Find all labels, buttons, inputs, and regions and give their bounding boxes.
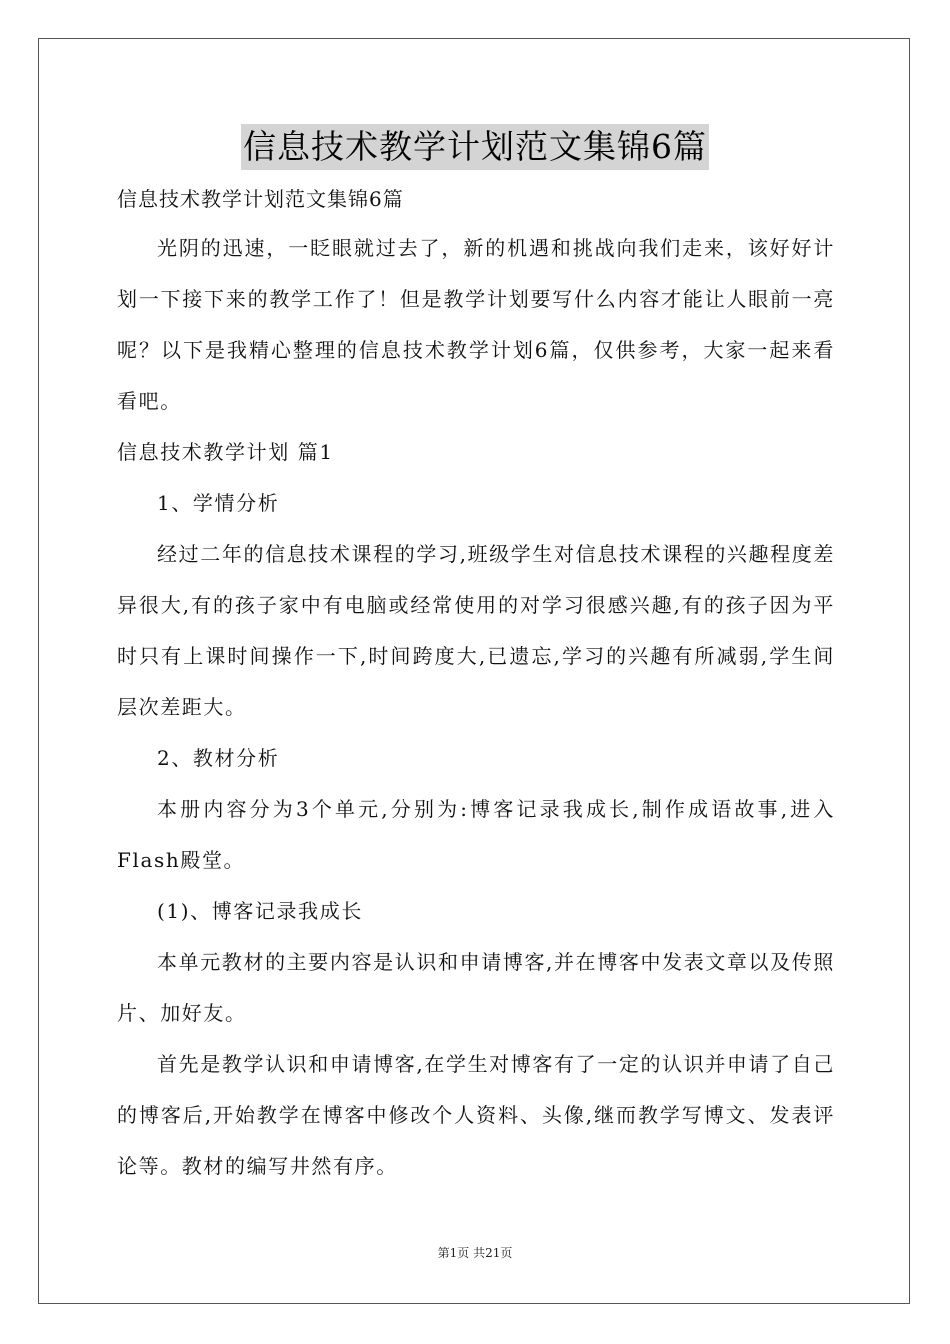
section-heading: 信息技术教学计划 篇1 xyxy=(117,440,334,464)
item-paragraph-2: 本册内容分为3个单元,分别为:博客记录我成长,制作成语故事,进入Flash殿堂。 xyxy=(117,797,835,872)
document-body xyxy=(117,175,835,1192)
item-heading-2: 2、教材分析 xyxy=(157,746,280,770)
document-subtitle: 信息技术教学计划范文集锦6篇 xyxy=(117,187,404,211)
sub-paragraph-1: 本单元教材的主要内容是认识和申请博客,并在博客中发表文章以及传照片、加好友。 xyxy=(117,950,835,1025)
sub-paragraph-2: 首先是教学认识和申请博客,在学生对博客有了一定的认识并申请了自己的博客后,开始教学在博客中修改个人资料、头像,继而教学写博文、发表评论等。教材的编写井然有序。 xyxy=(117,1052,835,1178)
document-title: 信息技术教学计划范文集锦6篇 xyxy=(241,124,709,170)
sub-heading-1: (1)、博客记录我成长 xyxy=(157,899,363,923)
intro-paragraph: 光阴的迅速，一眨眼就过去了，新的机遇和挑战向我们走来，该好好计划一下接下来的教学工作了！但是教学计划要写什么内容才能让人眼前一亮呢？以下是我精心整理的信息技术教学计划6篇，仅供参考，大家一起来看看吧。 xyxy=(117,236,835,413)
item-heading-1: 1、学情分析 xyxy=(157,491,280,515)
title-container xyxy=(0,124,950,170)
item-paragraph-1: 经过二年的信息技术课程的学习,班级学生对信息技术课程的兴趣程度差异很大,有的孩子家中有电脑或经常使用的对学习很感兴趣,有的孩子因为平时只有上课时间操作一下,时间跨度大,已遗忘,学习的兴趣有所减弱,学生间层次差距大。 xyxy=(117,542,835,719)
page-footer: 第1页 共21页 xyxy=(437,1246,513,1260)
